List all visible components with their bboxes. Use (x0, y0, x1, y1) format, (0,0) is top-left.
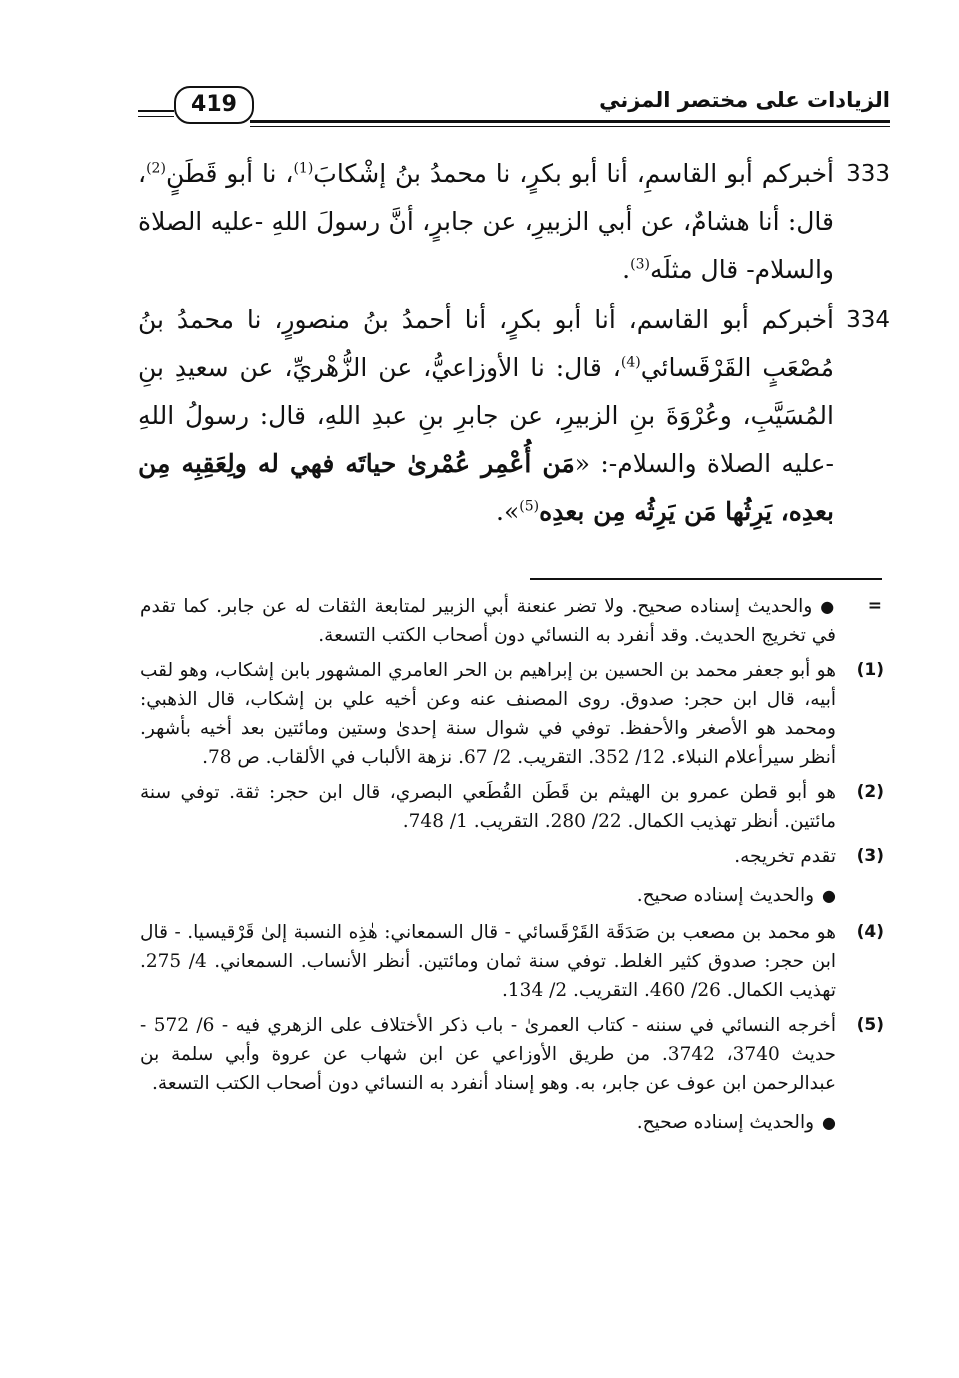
header-rule (250, 120, 890, 123)
footnote-text: والحديث إسناده صحيح. ولا تضر عنعنة أبي الزبير لمتابعة الثقات له عن جابر. كما تقدم في تخريج الحديث. وقد أنفرد به النسائي دون أصحاب الكتب التسعة. (140, 596, 836, 646)
main-text (138, 150, 890, 538)
bullet-icon: ● (822, 1113, 836, 1132)
footnote-text: هو أبو جعفر محمد بن الحسين بن إبراهيم بن الحر العامري المشهور بابن إشكاب، وهو لقب أبيه، قال ابن حجر: صدوق. روى المصنف عنه وعن أخيه علي بن إشكاب، قال الذهبي: ومحمد هو الأصغر والأحفظ. توفي في شوال سنة إحدىٰ وستين ومائتين بعد أخيه بأشهر. أنظر سيرأعلام النبلاء. 12/ 352. التقريب. 2/ 67. نزهة الألباب في الألقاب. ص 78. (140, 660, 836, 768)
grade-text: والحديث إسناده صحيح. (636, 1112, 815, 1133)
footnote-ref: (5) (519, 498, 540, 515)
footnote-3 (140, 842, 884, 871)
header-rule (250, 126, 890, 127)
footnote-text: هو أبو قطن عمرو بن الهيثم بن قَطَن القُطَعي البصري، قال ابن حجر: ثقة. توفي سنة مائتين. أنظر تهذيب الكمال. 22/ 280. التقريب. 1/ 748. (140, 782, 836, 832)
hadith-text: . (622, 255, 631, 284)
footnotes (140, 592, 884, 1145)
page-header (138, 84, 890, 132)
grade-line (140, 1108, 884, 1137)
bullet-icon: ● (822, 886, 836, 905)
footnote-ref: (4) (620, 354, 641, 371)
hadith-text: أخبركم أبو القاسم، أنا أبو بكرٍ، أنا أحمدُ بنُ منصورٍ، نا محمدُ بنُ مُصْعَبٍ القَرْقَسائي (138, 305, 834, 382)
footnote-label: (2) (856, 782, 884, 802)
bullet-icon: ● (820, 597, 836, 616)
footnote-ref: (2) (146, 160, 166, 177)
footnote-divider (530, 578, 882, 580)
footnote-text: هو محمد بن مصعب بن صَدَقَة القَرْقَسائي - قال السمعاني: هٰذِه النسبة إلىٰ قَرْقيسيا. - قال ابن حجر: صدوق كثير الغلط. توفي سنة ثمان ومائتين. أنظر الأنساب. السمعاني. 4/ 275. تهذيب الكمال. 26/ 460. التقريب. 2/ 134. (140, 922, 836, 1001)
page-number: 419 (174, 86, 254, 124)
footnote-1 (140, 656, 884, 772)
footnote-label: (5) (856, 1015, 884, 1035)
footnote-text: تقدم تخريجه. (734, 846, 836, 867)
hadith-text: أخبركم أبو القاسمِ، أنا أبو بكرٍ، نا محمدُ بنُ إشْكابَ (313, 159, 834, 188)
hadith-number: 333 (846, 161, 890, 187)
hadith-text: ». (496, 497, 520, 526)
footnote-continuation (140, 592, 884, 650)
hadith-text: ، نا أبو قَطَنٍ (165, 159, 294, 188)
hadith-text: ، قال: نا الأوزاعيُّ، عن الزُّهْريِّ، عن سعيدِ بنِ المُسَيَّبِ، وعُرْوَةَ بنِ الزبيرِ، عن جابرِ بنِ عبدِ اللهِ، قال: رسولُ اللهِ -عليه الصلاة والسلام-: « (138, 353, 834, 478)
footnote-ref: (1) (293, 160, 314, 177)
footnote-label: (3) (856, 846, 884, 866)
hadith-334 (138, 296, 890, 536)
footnote-text: أخرجه النسائي في سننه - كتاب العمرىٰ - باب ذكر الأختلاف على الزهري فيه - 6/ 572 - حديث 3740، 3742. من طريق الأوزاعي عن ابن شهاب عن عروة وأبي سلمة بن عبدالرحمن ابن عوف عن جابر، به. وهو إسناد أنفرد به النسائي دون أصحاب الكتب التسعة. (140, 1015, 836, 1094)
grade-text: والحديث إسناده صحيح. (636, 885, 815, 906)
hadith-text: ، قال: أنا هشامٌ، عن أبي الزبيرِ، عن جابرٍ، أنَّ رسولَ اللهِ -عليه الصلاة والسلام- قال مثلَه (138, 159, 834, 284)
grade-line (140, 881, 884, 910)
prophetic-quote: مَن أُعْمِر عُمْرىٰ حياتَه فهي له ولِعَقِبِه مِن بعدِه، يَرِثُها مَن يَرِثُه مِن بعدِه (138, 449, 834, 526)
footnote-2 (140, 778, 884, 836)
footnote-label: (1) (856, 660, 884, 680)
hadith-333 (138, 150, 890, 294)
continuation-mark: = (867, 596, 882, 616)
hadith-number: 334 (846, 307, 890, 333)
running-title: الزيادات على مختصر المزني (599, 88, 890, 112)
footnote-label: (4) (856, 922, 884, 942)
footnote-ref: (3) (630, 256, 650, 273)
header-rule (138, 110, 174, 112)
header-rule (138, 116, 174, 117)
footnote-5 (140, 1011, 884, 1098)
footnote-4 (140, 918, 884, 1005)
